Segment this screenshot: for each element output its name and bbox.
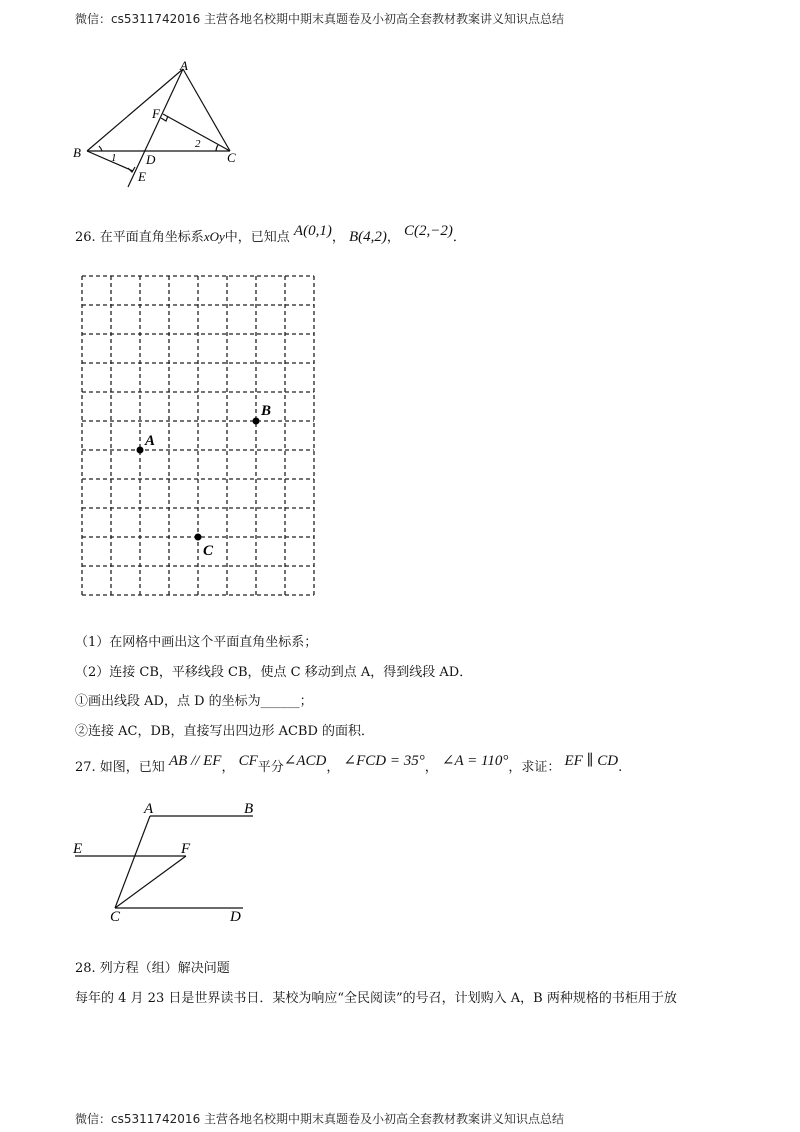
q26-part-2: （2）连接 CB，平移线段 CB，使点 C 移动到点 A，得到线段 AD． [75,665,473,680]
grid-point-C [195,534,202,541]
question-28-body: 每年的 4 月 23 日是世界读书日．某校为响应“全民阅读”的号召，计划购入 A，B 两种规格的书柜用于放 [75,991,677,1006]
grid-point-A [137,447,144,454]
question-27-stem: 27. 如图，已知 AB // EF， CF平分∠ACD， ∠FCD = 35°， ∠A = 110°，求证： EF ∥ CD. [75,753,623,775]
fig27-label-A: A [144,801,154,817]
parallel-lines-figure [68,798,268,928]
question-28-title: 28. 列方程（组）解决问题 [75,961,230,976]
label-D: D [146,152,156,167]
label-C: C [227,150,236,165]
label-A: A [180,60,188,73]
q26-part-1: （1）在网格中画出这个平面直角坐标系； [75,635,318,650]
q26-sub-1: ①画出线段 AD，点 D 的坐标为______； [75,694,313,709]
label-E: E [138,169,146,184]
page-header: 微信：cs5311742016 主营各地名校期中期末真题卷及小初高全套教材教案讲义知识点总结 [75,12,565,26]
angle-1-label: 1 [111,152,117,164]
triangle-figure [70,60,250,190]
fig27-label-E: E [73,841,83,857]
fig27-label-B: B [244,801,254,817]
fig27-label-D: D [230,909,241,925]
grid-point-label-C: C [203,543,214,559]
angle-2-label: 2 [195,138,201,150]
coordinate-grid [80,274,320,598]
label-B: B [73,145,81,160]
fig27-label-C: C [110,909,121,925]
q26-sub-2: ②连接 AC，DB，直接写出四边形 ACBD 的面积． [75,724,375,739]
grid-point-label-A: A [145,433,156,449]
label-F: F [152,106,160,121]
fig27-label-F: F [181,841,191,857]
grid-point-B [253,418,260,425]
page-footer: 微信：cs5311742016 主营各地名校期中期末真题卷及小初高全套教材教案讲义知识点总结 [75,1112,565,1126]
question-26-stem: 26. 在平面直角坐标系xOy中，已知点 A(0,1)， B(4,2)， C(2,−2)． [75,223,466,245]
grid-point-label-B: B [261,403,272,419]
